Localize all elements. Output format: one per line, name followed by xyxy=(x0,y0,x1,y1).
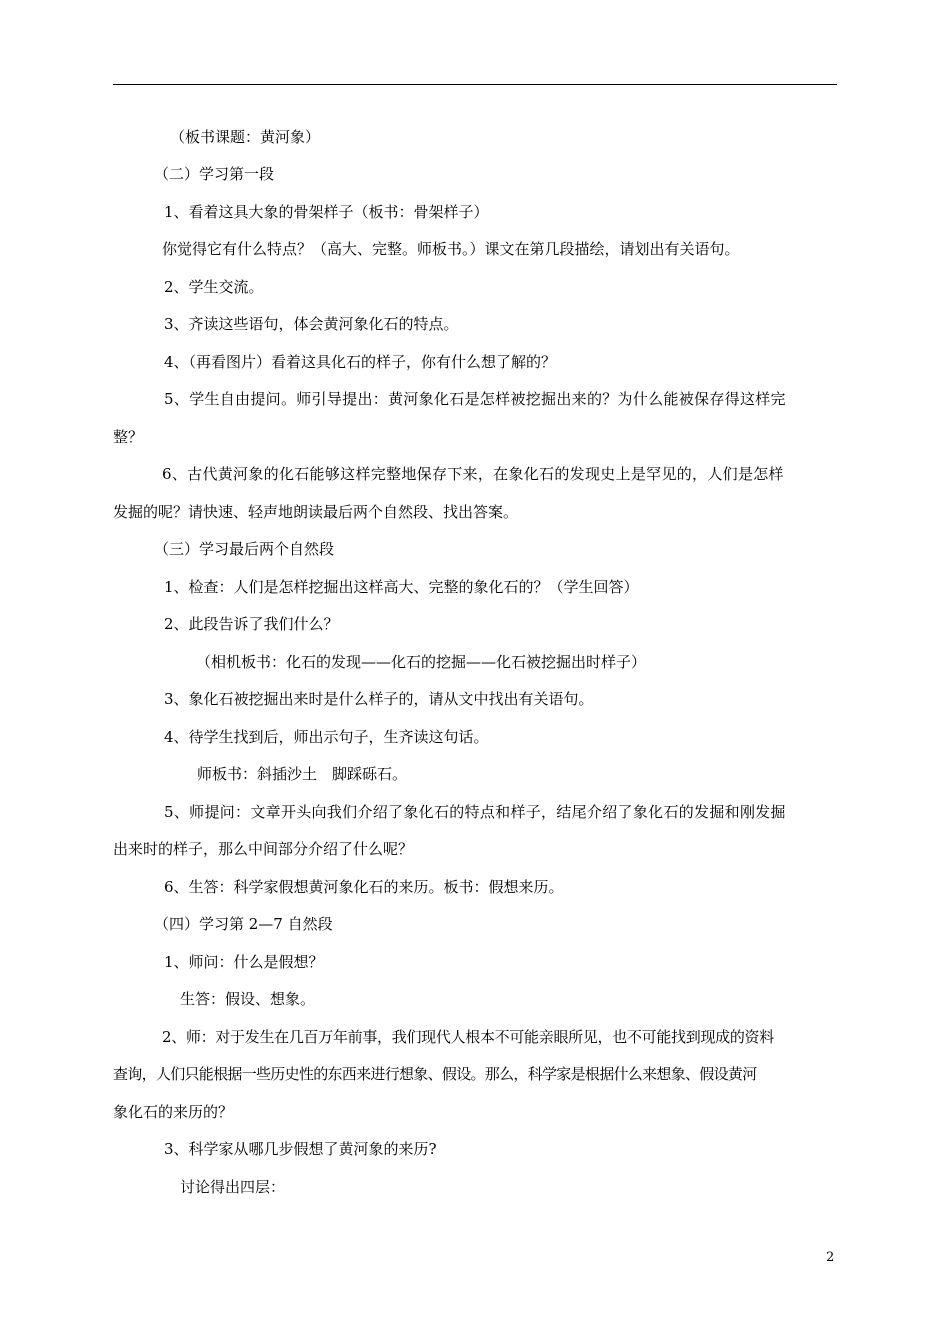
text-line: 你觉得它有什么特点？（高大、完整。师板书。）课文在第几段描绘，请划出有关语句。 xyxy=(162,240,740,258)
section-heading: （三）学习最后两个自然段 xyxy=(154,540,335,558)
text-line: 4、（再看图片）看着这具化石的样子，你有什么想了解的？ xyxy=(164,353,557,371)
text-line: 3、齐读这些语句，体会黄河象化石的特点。 xyxy=(164,315,459,333)
text-line: 5、学生自由提问。师引导提出：黄河象化石是怎样被挖掘出来的？为什么能被保存得这样完 xyxy=(164,390,786,408)
text-line: 2、师：对于发生在几百万年前事，我们现代人根本不可能亲眼所见，也不可能找到现成的资料 xyxy=(162,1028,774,1046)
text-line: 象化石的来历的？ xyxy=(113,1103,234,1121)
board-note: （相机板书：化石的发现——化石的挖掘——化石被挖掘出时样子） xyxy=(196,653,647,671)
board-note: 师板书：斜插沙土 脚踩砾石。 xyxy=(197,765,408,783)
text-line: 5、师提问：文章开头向我们介绍了象化石的特点和样子，结尾介绍了象化石的发掘和刚发掘 xyxy=(164,803,786,821)
text-line: 讨论得出四层： xyxy=(180,1178,286,1196)
section-heading: （二）学习第一段 xyxy=(154,165,275,183)
text-line: 3、象化石被挖掘出来时是什么样子的，请从文中找出有关语句。 xyxy=(164,690,594,708)
text-line: 2、学生交流。 xyxy=(164,278,264,296)
text-line: 整？ xyxy=(113,428,144,446)
text-line: 发掘的呢？请快速、轻声地朗读最后两个自然段、找出答案。 xyxy=(113,503,519,521)
text-line: 3、科学家从哪几步假想了黄河象的来历? xyxy=(164,1140,437,1158)
section-heading: （四）学习第 2—7 自然段 xyxy=(154,915,333,933)
text-line: 生答：假设、想象。 xyxy=(180,990,316,1008)
text-line: 6、生答：科学家假想黄河象化石的来历。板书：假想来历。 xyxy=(164,878,564,896)
text-line: （板书课题：黄河象） xyxy=(170,128,321,146)
text-line: 查询，人们只能根据一些历史性的东西来进行想象、假设。那么，科学家是根据什么来想象、假设黄河 xyxy=(113,1065,757,1083)
text-line: 2、此段告诉了我们什么？ xyxy=(164,615,339,633)
text-line: 1、检查：人们是怎样挖掘出这样高大、完整的象化石的？（学生回答） xyxy=(164,578,639,596)
text-line: 1、看着这具大象的骨架样子（板书：骨架样子） xyxy=(164,203,489,221)
header-rule xyxy=(113,84,837,85)
text-line: 6、古代黄河象的化石能够这样完整地保存下来，在象化石的发现史上是罕见的，人们是怎样 xyxy=(162,465,784,483)
text-line: 4、待学生找到后，师出示句子，生齐读这句话。 xyxy=(164,728,489,746)
text-line: 1、师问：什么是假想？ xyxy=(164,953,324,971)
text-line: 出来时的样子，那么中间部分介绍了什么呢？ xyxy=(113,840,414,858)
page-number: 2 xyxy=(826,1250,835,1265)
